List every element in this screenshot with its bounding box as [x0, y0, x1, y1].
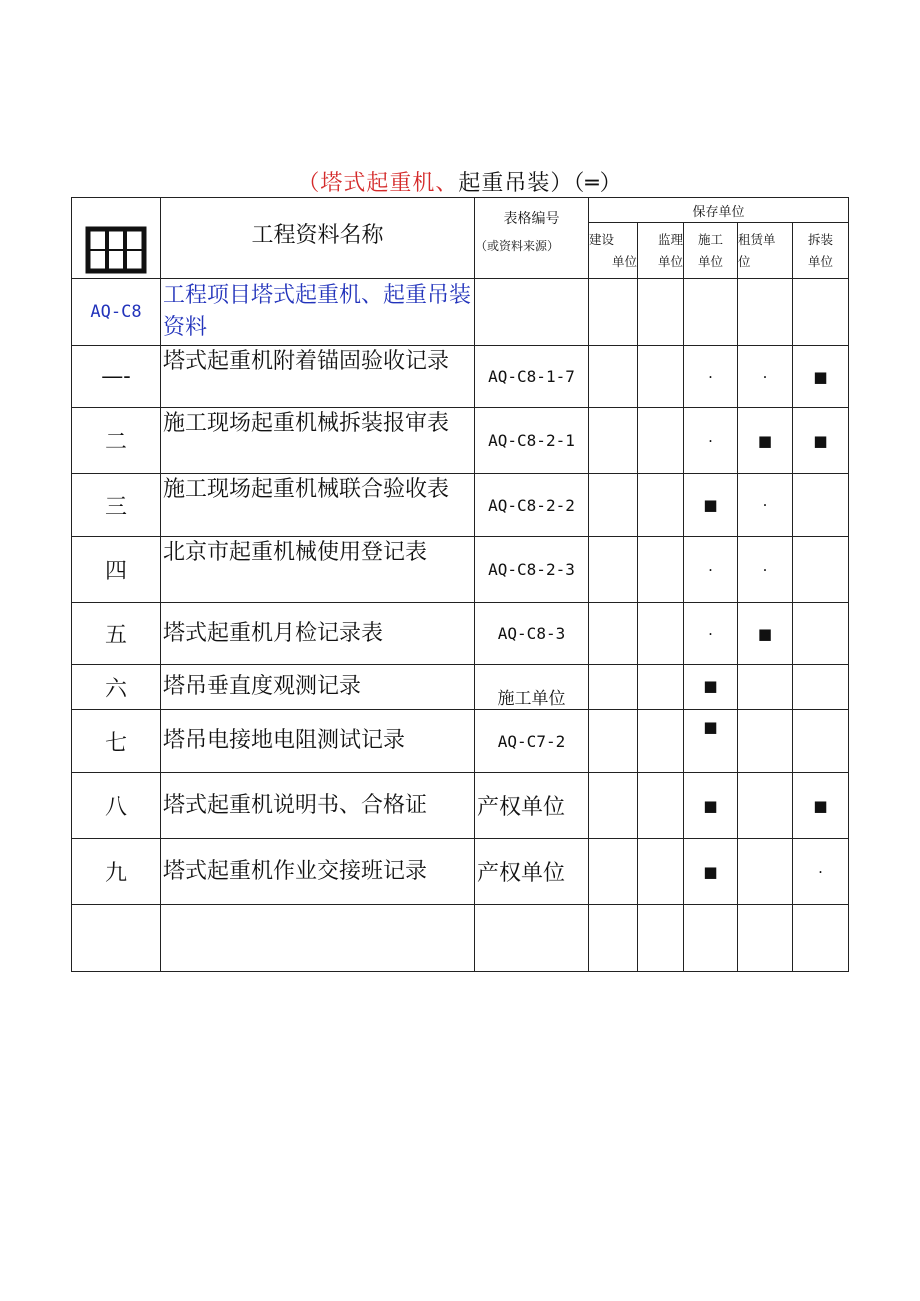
mark-jianshe: [589, 710, 638, 773]
mark-jianli: [638, 710, 684, 773]
row-name: 塔吊电接地电阻测试记录: [161, 710, 475, 773]
mark-shigong: ■: [684, 665, 738, 710]
mark-jianli: [638, 665, 684, 710]
mark-shigong: ·: [684, 603, 738, 665]
mark-jianshe: [589, 603, 638, 665]
row-name: 施工现场起重机械拆装报审表: [161, 408, 475, 474]
row-name: 施工现场起重机械联合验收表: [161, 474, 475, 537]
mark-jianshe: [589, 474, 638, 537]
mark-jianshe: [589, 408, 638, 474]
mark-shigong: ·: [684, 408, 738, 474]
table-row: [72, 839, 849, 905]
section-code: AQ-C8: [72, 279, 161, 346]
mark-zulin: ■: [738, 603, 793, 665]
mark-zulin: [738, 710, 793, 773]
mark-zulin: [738, 773, 793, 839]
records-table: [71, 197, 849, 972]
row-num: 五: [72, 603, 161, 665]
logo-cell: [72, 198, 161, 279]
table-row: [72, 710, 849, 773]
header-name: 工程资料名称: [161, 198, 475, 279]
table-row: [72, 474, 849, 537]
header-code-sub: （或资料来源）: [475, 239, 560, 253]
mark-jianli: [638, 603, 684, 665]
table-row: [72, 537, 849, 603]
mark-jianshe: [589, 346, 638, 408]
unit-zulin: 租赁单 位: [738, 223, 793, 279]
mark-jianli: [638, 773, 684, 839]
mark-chaizhuang: ■: [793, 346, 849, 408]
mark-zulin: ·: [738, 537, 793, 603]
row-code: 产权单位: [475, 839, 589, 905]
mark-jianshe: [589, 773, 638, 839]
title-black-part: 起重吊装）（═）: [458, 171, 623, 196]
row-name: 塔式起重机说明书、合格证: [161, 773, 475, 839]
row-num: 八: [72, 773, 161, 839]
mark-jianshe: [589, 839, 638, 905]
unit-jianshe: 建设 单位: [589, 223, 638, 279]
row-code: AQ-C8-3: [475, 603, 589, 665]
row-num: —-: [72, 346, 161, 408]
mark-zulin: [738, 665, 793, 710]
row-num: 三: [72, 474, 161, 537]
header-code-label: 表格编号: [503, 211, 560, 227]
row-num: 六: [72, 665, 161, 710]
mark-chaizhuang: ■: [793, 408, 849, 474]
row-code: AQ-C8-2-1: [475, 408, 589, 474]
mark-shigong: ·: [684, 537, 738, 603]
row-code: AQ-C8-2-2: [475, 474, 589, 537]
row-name: 北京市起重机械使用登记表: [161, 537, 475, 603]
unit-shigong: 施工 单位: [684, 223, 738, 279]
mark-jianli: [638, 839, 684, 905]
row-code: 施工单位: [475, 665, 589, 710]
mark-chaizhuang: [793, 474, 849, 537]
mark-jianshe: [589, 537, 638, 603]
unit-chaizhuang: 拆装 单位: [793, 223, 849, 279]
row-code: 产权单位: [475, 773, 589, 839]
row-name: 塔吊垂直度观测记录: [161, 665, 475, 710]
table-row: [72, 773, 849, 839]
row-code: AQ-C7-2: [475, 710, 589, 773]
section-row: [72, 279, 849, 346]
header-row-1: [72, 198, 849, 223]
grid-logo-icon: [85, 226, 147, 274]
row-code: AQ-C8-1-7: [475, 346, 589, 408]
row-code: AQ-C8-2-3: [475, 537, 589, 603]
header-keep-unit: 保存单位: [589, 198, 849, 223]
mark-jianli: [638, 346, 684, 408]
table-row: [72, 603, 849, 665]
page-title: [0, 166, 920, 197]
row-num: 四: [72, 537, 161, 603]
mark-zulin: ■: [738, 408, 793, 474]
table-row: [72, 346, 849, 408]
table-row: [72, 665, 849, 710]
mark-shigong: ■: [684, 710, 738, 773]
header-code: [475, 198, 589, 279]
mark-chaizhuang: [793, 603, 849, 665]
mark-zulin: [738, 839, 793, 905]
empty-row: [72, 905, 849, 972]
mark-chaizhuang: ■: [793, 773, 849, 839]
title-red-part: （塔式起重机、: [297, 171, 459, 196]
mark-shigong: ■: [684, 839, 738, 905]
table-row: [72, 408, 849, 474]
mark-zulin: ·: [738, 346, 793, 408]
mark-chaizhuang: ·: [793, 839, 849, 905]
row-name: 塔式起重机附着锚固验收记录: [161, 346, 475, 408]
mark-jianli: [638, 408, 684, 474]
mark-shigong: ■: [684, 773, 738, 839]
mark-chaizhuang: [793, 537, 849, 603]
mark-chaizhuang: [793, 710, 849, 773]
row-num: 七: [72, 710, 161, 773]
mark-shigong: ·: [684, 346, 738, 408]
mark-shigong: ■: [684, 474, 738, 537]
mark-jianshe: [589, 665, 638, 710]
mark-jianli: [638, 474, 684, 537]
row-name: 塔式起重机作业交接班记录: [161, 839, 475, 905]
section-name: 工程项目塔式起重机、起重吊装资料: [161, 279, 475, 346]
mark-jianli: [638, 537, 684, 603]
row-num: 九: [72, 839, 161, 905]
unit-jianli: 监理 单位: [638, 223, 684, 279]
row-num: 二: [72, 408, 161, 474]
row-name: 塔式起重机月检记录表: [161, 603, 475, 665]
mark-zulin: ·: [738, 474, 793, 537]
mark-chaizhuang: [793, 665, 849, 710]
